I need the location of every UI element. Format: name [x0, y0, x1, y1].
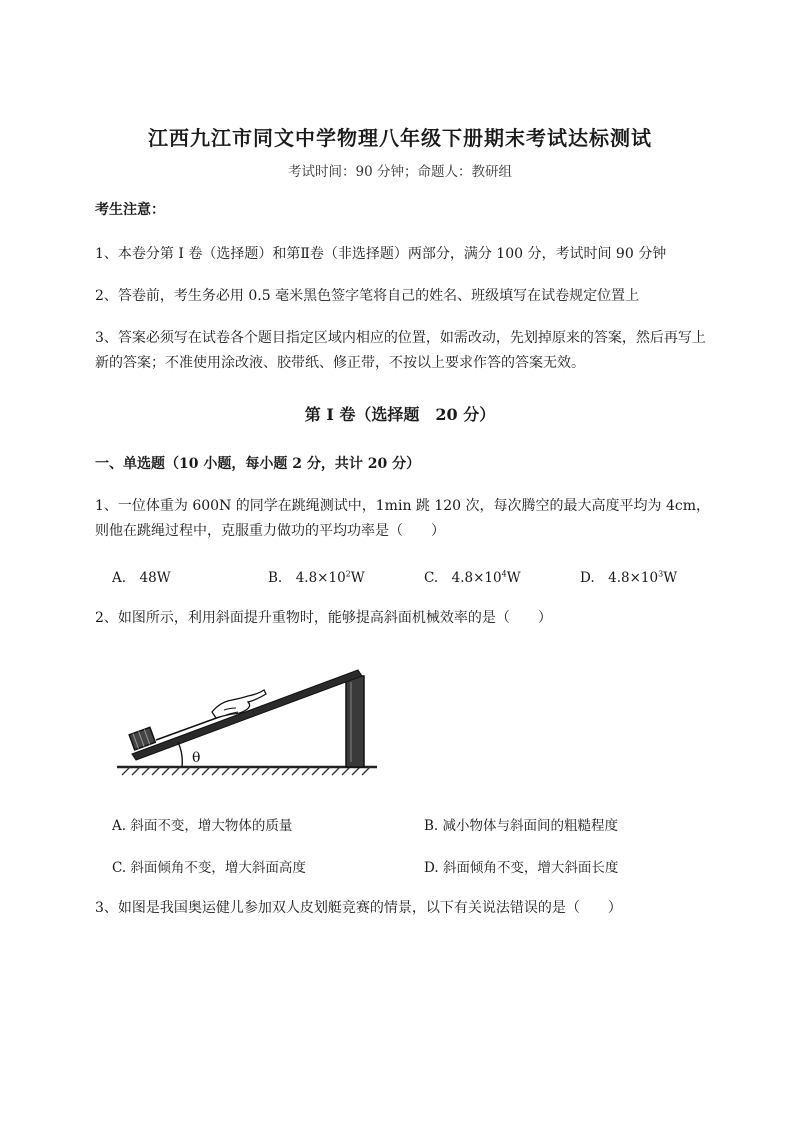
question-2-stem: 2、如图所示，利用斜面提升重物时，能够提高斜面机械效率的是（ ） [95, 610, 552, 626]
question-2-option-a: A. 斜面不变，增大物体的质量 [112, 818, 293, 834]
option-b-base: B. 4.8×10 [268, 570, 346, 586]
option-a-text: A. 48W [112, 570, 171, 586]
option-d-exponent: 3 [658, 569, 664, 579]
question-2-option-d: D. 斜面倾角不变，增大斜面长度 [424, 860, 619, 876]
section-title: 第 I 卷（选择题 20 分） [304, 405, 496, 424]
option-c-exponent: 4 [501, 569, 507, 579]
option-b-unit: W [350, 570, 365, 586]
question-2-option-c: C. 斜面倾角不变，增大斜面高度 [112, 860, 306, 876]
exam-title: 江西九江市同文中学物理八年级下册期末考试达标测试 [148, 126, 652, 150]
option-d-base: D. 4.8×10 [580, 570, 659, 586]
angle-theta-label: θ [192, 750, 201, 766]
option-b-exponent: 2 [345, 569, 351, 579]
question-1-option-b [268, 566, 365, 586]
support-post [346, 676, 364, 767]
option-c-base: C. 4.8×10 [424, 570, 502, 586]
inclined-board [132, 670, 362, 760]
notice-item-3: 3、答案必须写在试卷各个题目指定区域内相应的位置，如需改动，先划掉原来的答案，然后再写上新的答案；不准使用涂改液、胶带纸、修正带，不按以上要求作答的答案无效。 [95, 330, 706, 371]
question-1-option-a [112, 566, 171, 586]
question-2-option-b: B. 减小物体与斜面间的粗糙程度 [424, 818, 619, 834]
question-3-stem: 3、如图是我国奥运健儿参加双人皮划艇竞赛的情景，以下有关说法错误的是（ ） [95, 900, 622, 916]
inclined-plane-figure [112, 652, 382, 787]
notice-item-2: 2、答卷前，考生务必用 0.5 毫米黑色签字笔将自己的姓名、班级填写在试卷规定位置上 [95, 288, 640, 304]
part-heading: 一、单选题（10 小题，每小题 2 分，共计 20 分） [95, 456, 421, 472]
notice-item-1: 1、本卷分第 I 卷（选择题）和第Ⅱ卷（非选择题）两部分，满分 100 分，考试时间 90 分钟 [95, 246, 667, 262]
question-1-option-d [580, 566, 677, 586]
question-1-option-c [424, 566, 521, 586]
question-1-stem: 1、一位体重为 600N 的同学在跳绳测试中，1min 跳 120 次，每次腾空的最大高度平均为 4cm，则他在跳绳过程中，克服重力做功的平均功率是（ ） [95, 498, 710, 539]
notice-heading: 考生注意： [95, 202, 165, 218]
angle-arc [178, 742, 182, 767]
option-d-unit: W [663, 570, 678, 586]
exam-subtitle: 考试时间：90 分钟；命题人：教研组 [288, 164, 512, 180]
option-c-unit: W [506, 570, 521, 586]
